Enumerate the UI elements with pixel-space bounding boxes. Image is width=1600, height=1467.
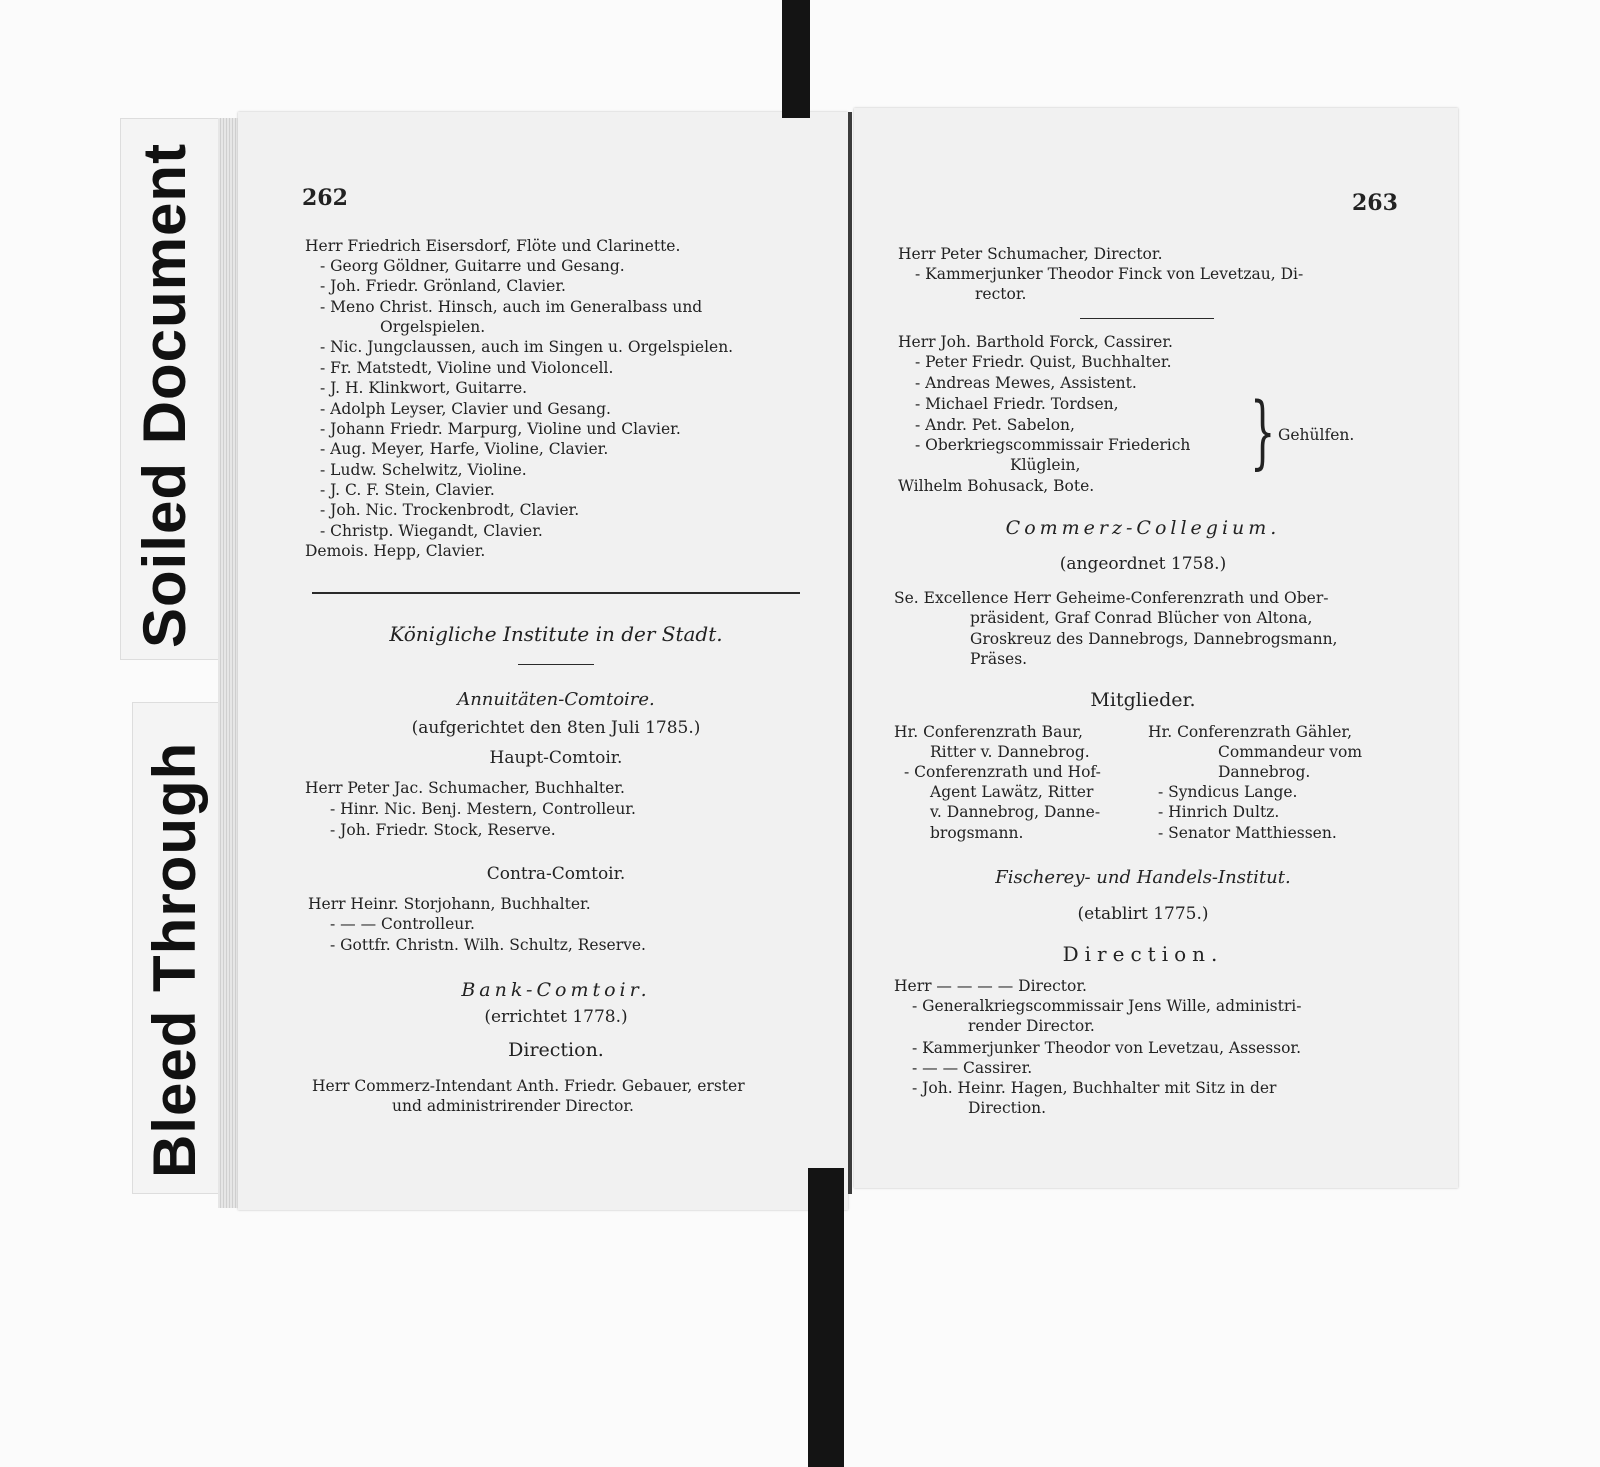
member-left: - Conferenzrath und Hof- <box>904 763 1101 781</box>
musician-line: - Adolph Leyser, Clavier und Gesang. <box>320 400 611 418</box>
bleed-through-label: Bleed Through <box>141 741 208 1178</box>
bank-line: Herr Commerz-Intendant Anth. Friedr. Gebauer, erster <box>312 1077 745 1095</box>
fischerey-direction-title: Direction. <box>1062 942 1224 966</box>
soiled-document-label: Soiled Document <box>131 142 198 648</box>
commerz-title: Commerz-Collegium. <box>1005 517 1281 539</box>
musician-line: - Christp. Wiegandt, Clavier. <box>320 522 543 540</box>
fischerey-title: Fischerey- und Handels-Institut. <box>995 867 1291 888</box>
annuitaeten-title: Annuitäten-Comtoire. <box>457 689 655 710</box>
staff-line: - Peter Friedr. Quist, Buchhalter. <box>915 353 1172 371</box>
page-number-right: 263 <box>1352 190 1398 216</box>
bank-founded: (errichtet 1778.) <box>484 1007 628 1027</box>
musician-line: Herr Friedrich Eisersdorf, Flöte und Clarinette. <box>305 237 681 255</box>
fischerey-line: - Kammerjunker Theodor von Levetzau, Assessor. <box>912 1039 1302 1057</box>
contra-line: - Gottfr. Christn. Wilh. Schultz, Reserve. <box>330 936 646 954</box>
section-title: Königliche Institute in der Stadt. <box>389 622 723 646</box>
musician-line: - Joh. Friedr. Grönland, Clavier. <box>320 277 566 295</box>
gehuelfen-line: Klüglein, <box>1010 456 1081 474</box>
commerz-founded: (angeordnet 1758.) <box>1059 554 1227 574</box>
musician-line: - Georg Göldner, Guitarre und Gesang. <box>320 257 625 275</box>
member-left: Agent Lawätz, Ritter <box>930 783 1094 801</box>
annuitaeten-founded: (aufgerichtet den 8ten Juli 1785.) <box>411 718 701 738</box>
fischerey-line: Direction. <box>968 1099 1047 1117</box>
praeses-line: präsident, Graf Conrad Blücher von Altona, <box>970 609 1313 627</box>
musician-line: Orgelspielen. <box>380 318 486 336</box>
musician-line: - J. C. F. Stein, Clavier. <box>320 481 495 499</box>
bank-direction-title: Direction. <box>508 1039 604 1061</box>
member-right: - Hinrich Dultz. <box>1158 803 1280 821</box>
praeses-line: Se. Excellence Herr Geheime-Conferenzrath und Ober- <box>894 589 1329 607</box>
haupt-comtoir-title: Haupt-Comtoir. <box>489 748 623 768</box>
musician-line: Demois. Hepp, Clavier. <box>305 542 486 560</box>
fischerey-line: - Generalkriegscommissair Jens Wille, administri- <box>912 997 1302 1015</box>
mitglieder-title: Mitglieder. <box>1090 689 1196 711</box>
spine-bottom <box>808 1168 844 1467</box>
contra-line: - — — Controlleur. <box>330 915 475 933</box>
short-rule <box>1080 318 1214 319</box>
gehuelfen-label: Gehülfen. <box>1278 426 1355 444</box>
praeses-line: Groskreuz des Dannebrogs, Dannebrogsmann, <box>970 630 1338 648</box>
member-left: v. Dannebrog, Danne- <box>930 803 1101 821</box>
member-left: Hr. Conferenzrath Baur, <box>894 723 1083 741</box>
musician-line: - Aug. Meyer, Harfe, Violine, Clavier. <box>320 440 609 458</box>
member-right: Hr. Conferenzrath Gähler, <box>1148 723 1353 741</box>
staff-line: Herr Joh. Barthold Forck, Cassirer. <box>898 333 1173 351</box>
musician-line: - Johann Friedr. Marpurg, Violine und Clavier. <box>320 420 681 438</box>
member-right: - Syndicus Lange. <box>1158 783 1298 801</box>
haupt-line: Herr Peter Jac. Schumacher, Buchhalter. <box>305 779 625 797</box>
fischerey-line: - Joh. Heinr. Hagen, Buchhalter mit Sitz in der <box>912 1079 1277 1097</box>
top-line: - Kammerjunker Theodor Finck von Levetzau, Di- <box>915 265 1304 283</box>
fischerey-founded: (etablirt 1775.) <box>1077 904 1209 924</box>
gehuelfen-brace: } <box>1250 385 1276 478</box>
gutter <box>848 112 852 1194</box>
contra-comtoir-title: Contra-Comtoir. <box>486 864 626 884</box>
gehuelfen-line: - Andr. Pet. Sabelon, <box>915 416 1075 434</box>
musician-line: - Joh. Nic. Trockenbrodt, Clavier. <box>320 501 580 519</box>
title-underline <box>518 664 594 665</box>
bank-comtoir-title: Bank-Comtoir. <box>461 979 651 1001</box>
fischerey-line: Herr — — — — Director. <box>894 977 1087 995</box>
member-right: - Senator Matthiessen. <box>1158 824 1337 842</box>
haupt-line: - Hinr. Nic. Benj. Mestern, Controlleur. <box>330 800 636 818</box>
page-edges <box>218 118 240 1208</box>
spine-top <box>782 0 810 118</box>
haupt-line: - Joh. Friedr. Stock, Reserve. <box>330 821 556 839</box>
member-left: Ritter v. Dannebrog. <box>930 743 1090 761</box>
musician-line: - Meno Christ. Hinsch, auch im Generalbass und <box>320 298 703 316</box>
musician-line: - Fr. Matstedt, Violine und Violoncell. <box>320 359 614 377</box>
member-right: Commandeur vom <box>1218 743 1363 761</box>
member-left: brogsmann. <box>930 824 1024 842</box>
member-right: Dannebrog. <box>1218 763 1311 781</box>
fischerey-line: - — — Cassirer. <box>912 1059 1033 1077</box>
staff-line: - Andreas Mewes, Assistent. <box>915 374 1137 392</box>
musician-line: - Nic. Jungclaussen, auch im Singen u. Orgelspielen. <box>320 338 734 356</box>
top-line: rector. <box>975 285 1027 303</box>
bote-line: Wilhelm Bohusack, Bote. <box>898 477 1095 495</box>
fischerey-line: render Director. <box>968 1017 1095 1035</box>
musician-line: - J. H. Klinkwort, Guitarre. <box>320 379 528 397</box>
section-rule <box>312 592 800 594</box>
contra-line: Herr Heinr. Storjohann, Buchhalter. <box>308 895 591 913</box>
praeses-line: Präses. <box>970 650 1028 668</box>
gehuelfen-line: - Michael Friedr. Tordsen, <box>915 395 1119 413</box>
top-line: Herr Peter Schumacher, Director. <box>898 245 1163 263</box>
musician-line: - Ludw. Schelwitz, Violine. <box>320 461 527 479</box>
page-number-left: 262 <box>302 185 348 211</box>
gehuelfen-line: - Oberkriegscommissair Friederich <box>915 436 1191 454</box>
bank-line: und administrirender Director. <box>392 1097 634 1115</box>
